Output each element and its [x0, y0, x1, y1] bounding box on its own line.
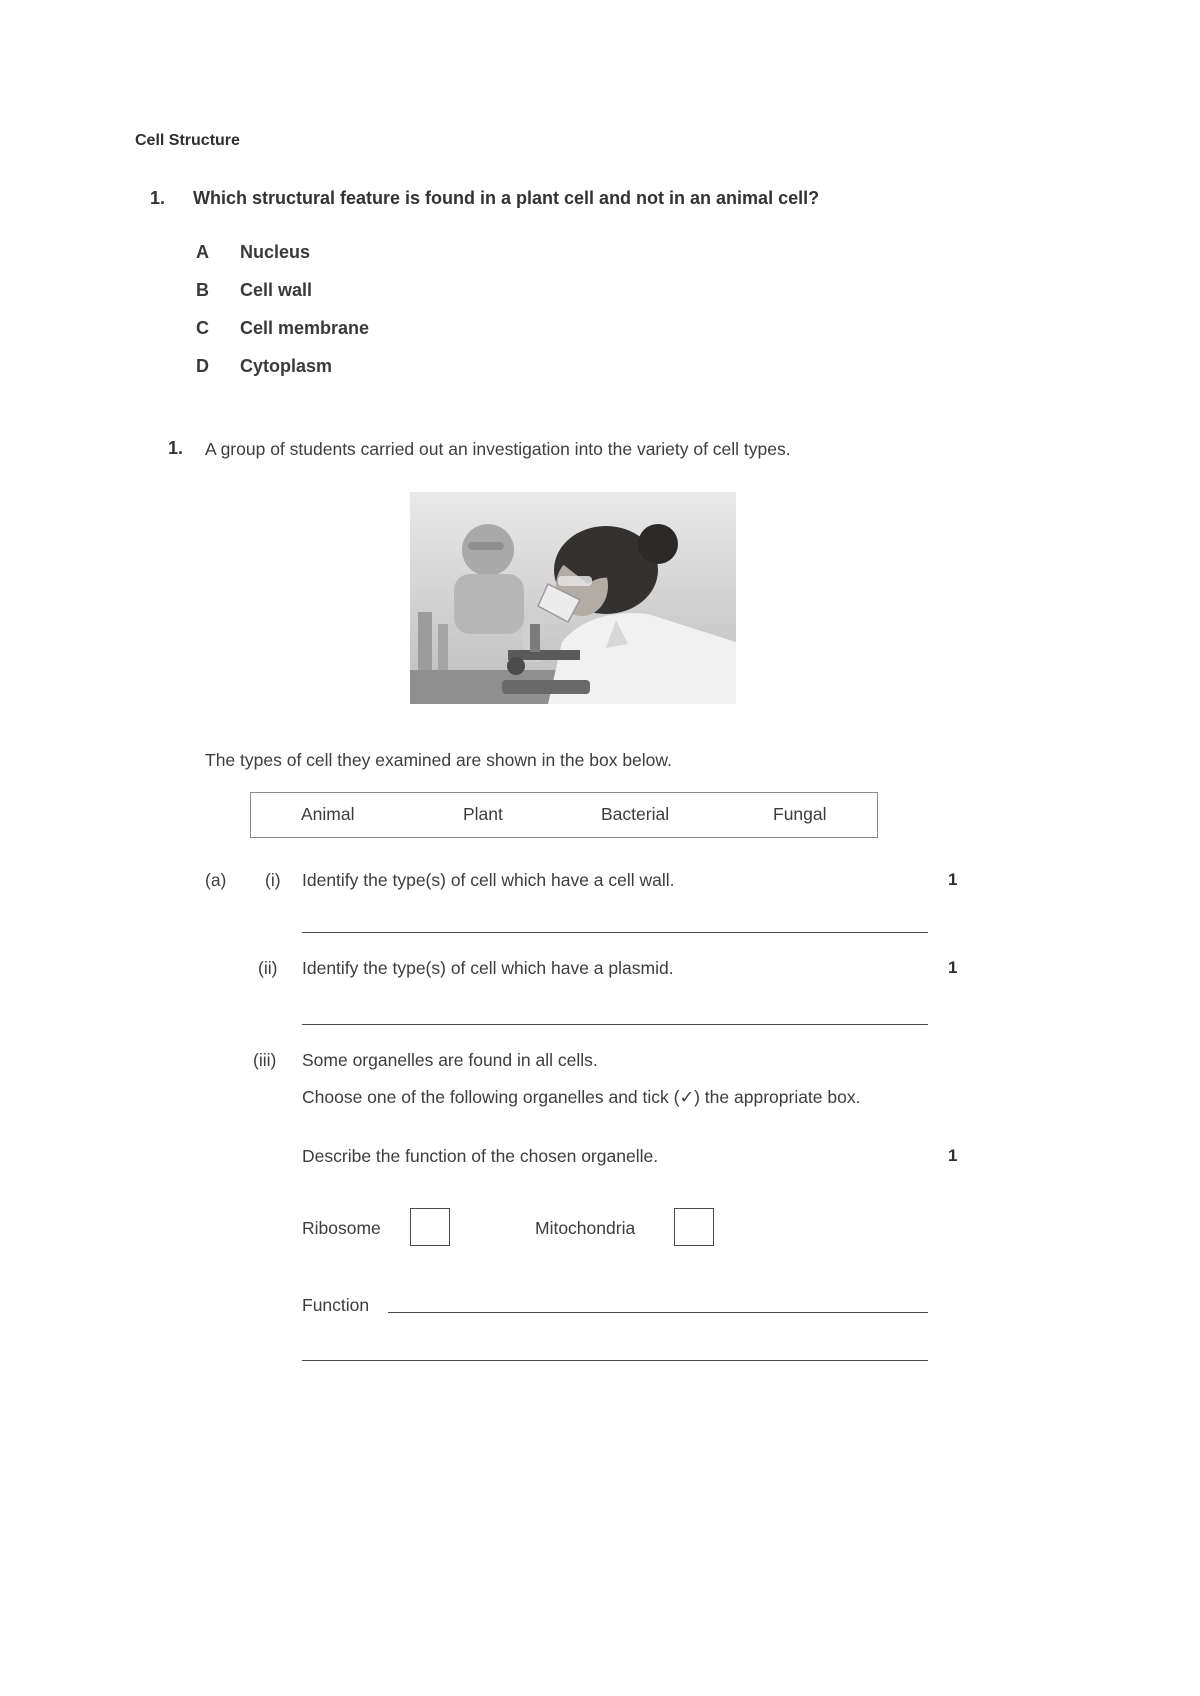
ribosome-tick-box[interactable] — [410, 1208, 450, 1246]
part-i-marks: 1 — [948, 870, 958, 889]
part-i-answer-line — [302, 932, 928, 933]
mcq-question: Which structural feature is found in a plant cell and not in an animal cell? — [193, 188, 820, 208]
part-iii-line2: Choose one of the following organelles and tick (✓) the appropriate box. — [302, 1087, 861, 1107]
mcq-option-a-text: Nucleus — [240, 242, 311, 262]
mcq-option-d-letter: D — [196, 356, 209, 376]
part-ii-label: (ii) — [258, 958, 278, 978]
part-iii-marks: 1 — [948, 1146, 958, 1165]
mcq-option-c-text: Cell membrane — [240, 318, 370, 338]
cell-type-fungal: Fungal — [773, 804, 827, 824]
part-i-question: Identify the type(s) of cell which have a cell wall. — [302, 870, 675, 890]
mcq-option-d-text: Cytoplasm — [240, 356, 333, 376]
mcq-option-b-letter: B — [196, 280, 209, 300]
cell-type-bacterial: Bacterial — [601, 804, 670, 824]
q2-intro: A group of students carried out an investigation into the variety of cell types. — [205, 439, 791, 459]
lab-microscope-photo — [410, 492, 736, 704]
part-iii-label: (iii) — [253, 1050, 277, 1070]
mcq-option-a-letter: A — [196, 242, 209, 262]
part-ii-marks: 1 — [948, 958, 958, 977]
lab-photo-illustration — [410, 492, 736, 704]
part-iii-line1: Some organelles are found in all cells. — [302, 1050, 598, 1070]
mcq-option-c-letter: C — [196, 318, 209, 338]
part-i-label: (i) — [265, 870, 281, 890]
mcq-option-b-text: Cell wall — [240, 280, 313, 300]
function-answer-line-2 — [302, 1360, 928, 1361]
cell-types-box — [250, 792, 878, 838]
part-ii-answer-line — [302, 1024, 928, 1025]
function-label: Function — [302, 1295, 370, 1315]
page-title: Cell Structure — [135, 132, 240, 149]
function-answer-line — [388, 1312, 928, 1313]
cell-type-plant: Plant — [463, 804, 503, 824]
part-ii-question: Identify the type(s) of cell which have a plasmid. — [302, 958, 674, 978]
mcq-number: 1. — [150, 188, 166, 208]
choice-mitochondria-label: Mitochondria — [535, 1218, 636, 1238]
q2-number: 1. — [168, 438, 184, 458]
choice-ribosome-label: Ribosome — [302, 1218, 381, 1238]
part-iii-line3: Describe the function of the chosen organelle. — [302, 1146, 659, 1166]
mitochondria-tick-box[interactable] — [674, 1208, 714, 1246]
cell-type-animal: Animal — [301, 804, 355, 824]
part-a-label: (a) — [205, 870, 227, 890]
cell-types-caption: The types of cell they examined are shown in the box below. — [205, 750, 672, 770]
